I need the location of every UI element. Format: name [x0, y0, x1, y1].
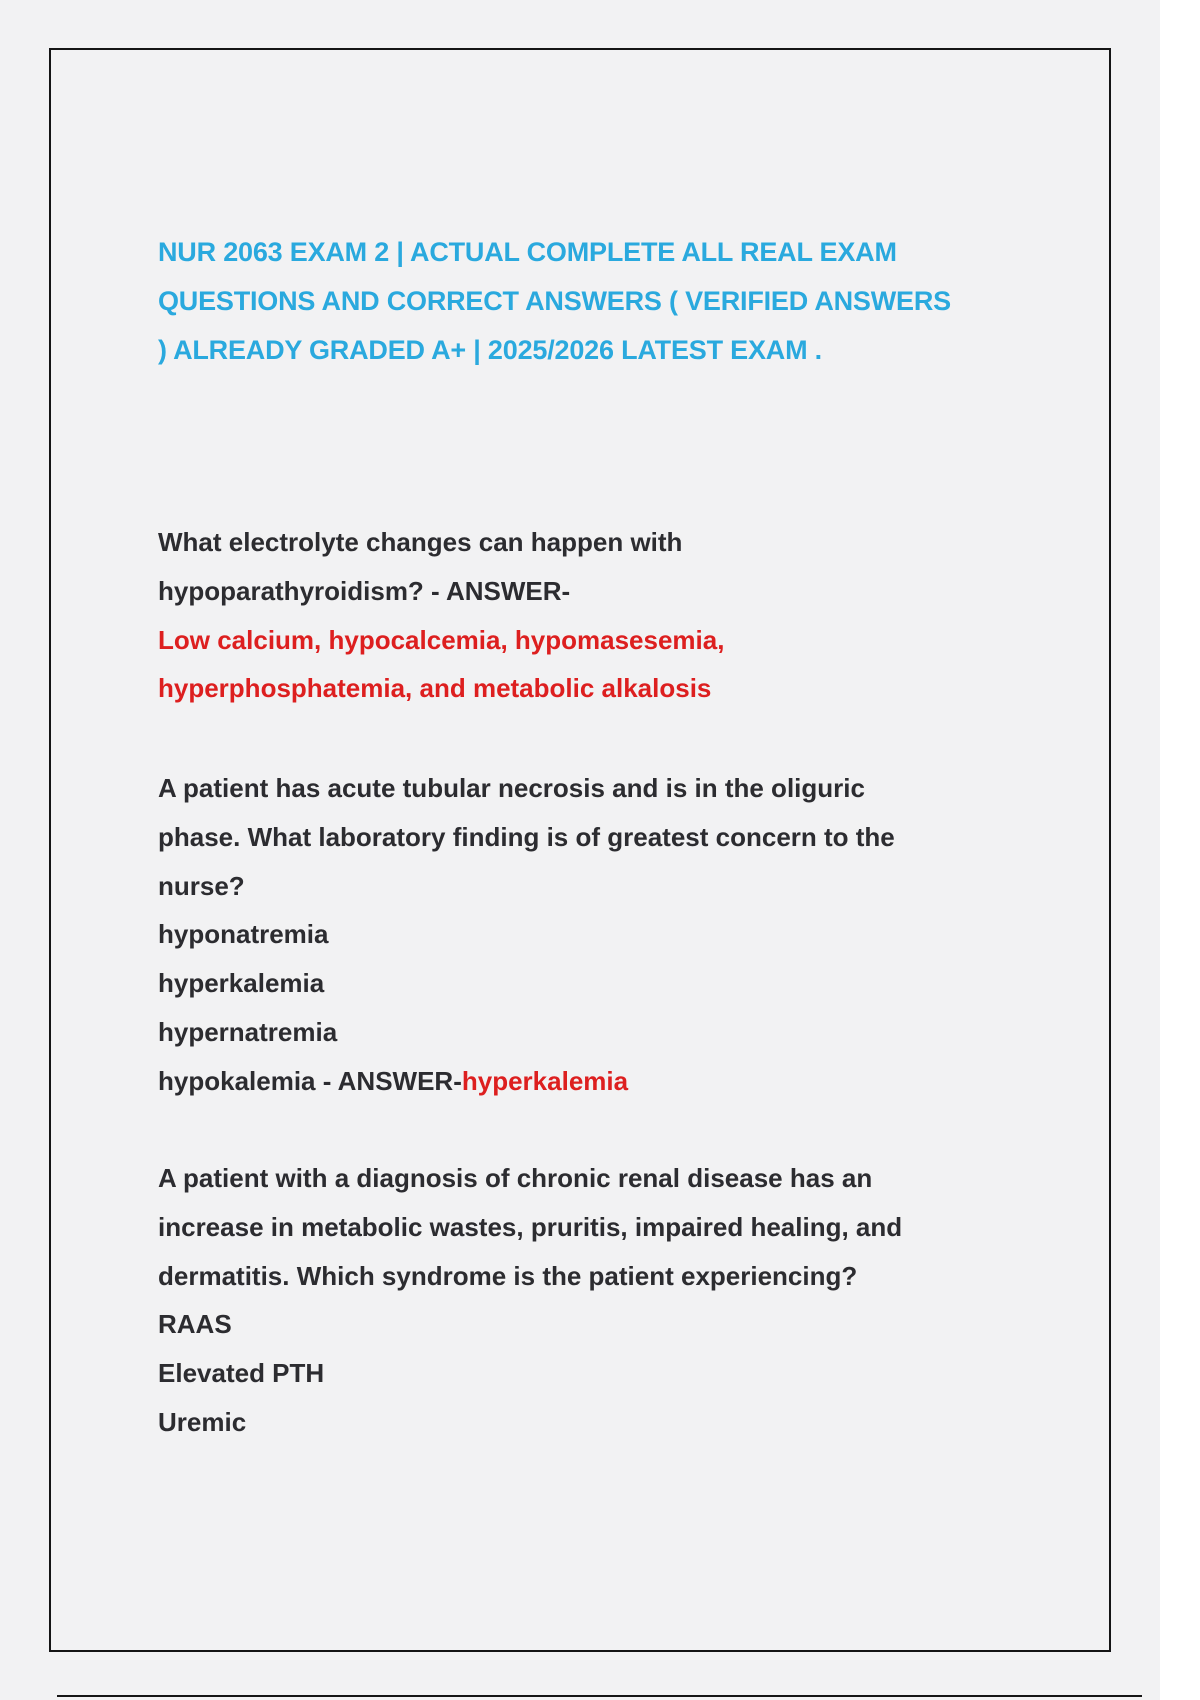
question-text: A patient has acute tubular necrosis and is in the oliguric [158, 773, 865, 803]
question-text: dermatitis. Which syndrome is the patient experiencing? [158, 1260, 858, 1291]
last-option-prefix: hypokalemia - ANSWER- [158, 1065, 462, 1096]
question-text: nurse? [158, 870, 245, 901]
document-title [158, 228, 1038, 375]
answer-option: hyperkalemia [158, 968, 325, 999]
question-block-1 [158, 518, 1058, 713]
answer-option: Uremic [158, 1406, 247, 1437]
question-text: phase. What laboratory finding is of greatest concern to the [158, 821, 895, 852]
answer-option: hyponatremia [158, 919, 329, 950]
answer-text: Low calcium, hypocalcemia, hypomasesemia, [158, 624, 725, 655]
question-block-2 [158, 764, 1058, 1106]
answer-option: RAAS [158, 1309, 232, 1340]
answer-option: Elevated PTH [158, 1358, 325, 1389]
question-text: hypoparathyroidism? - ANSWER- [158, 575, 571, 606]
title-line: NUR 2063 EXAM 2 | ACTUAL COMPLETE ALL REAL EXAM [158, 237, 897, 267]
answer-text: hyperkalemia [461, 1065, 629, 1096]
title-line: ) ALREADY GRADED A+ | 2025/2026 LATEST EXAM . [158, 335, 822, 365]
question-text: A patient with a diagnosis of chronic renal disease has an [158, 1163, 873, 1193]
next-page-top-border [57, 1695, 1142, 1697]
question-text: What electrolyte changes can happen with [158, 527, 683, 557]
question-text: increase in metabolic wastes, pruritis, impaired healing, and [158, 1211, 903, 1242]
page-edge [1160, 0, 1200, 1700]
question-block-3 [158, 1154, 1058, 1447]
answer-text: hyperphosphatemia, and metabolic alkalosis [158, 673, 712, 704]
title-line: QUESTIONS AND CORRECT ANSWERS ( VERIFIED ANSWERS [158, 286, 951, 316]
answer-option: hypernatremia [158, 1016, 338, 1047]
answer-option-with-answer [158, 1057, 1058, 1106]
